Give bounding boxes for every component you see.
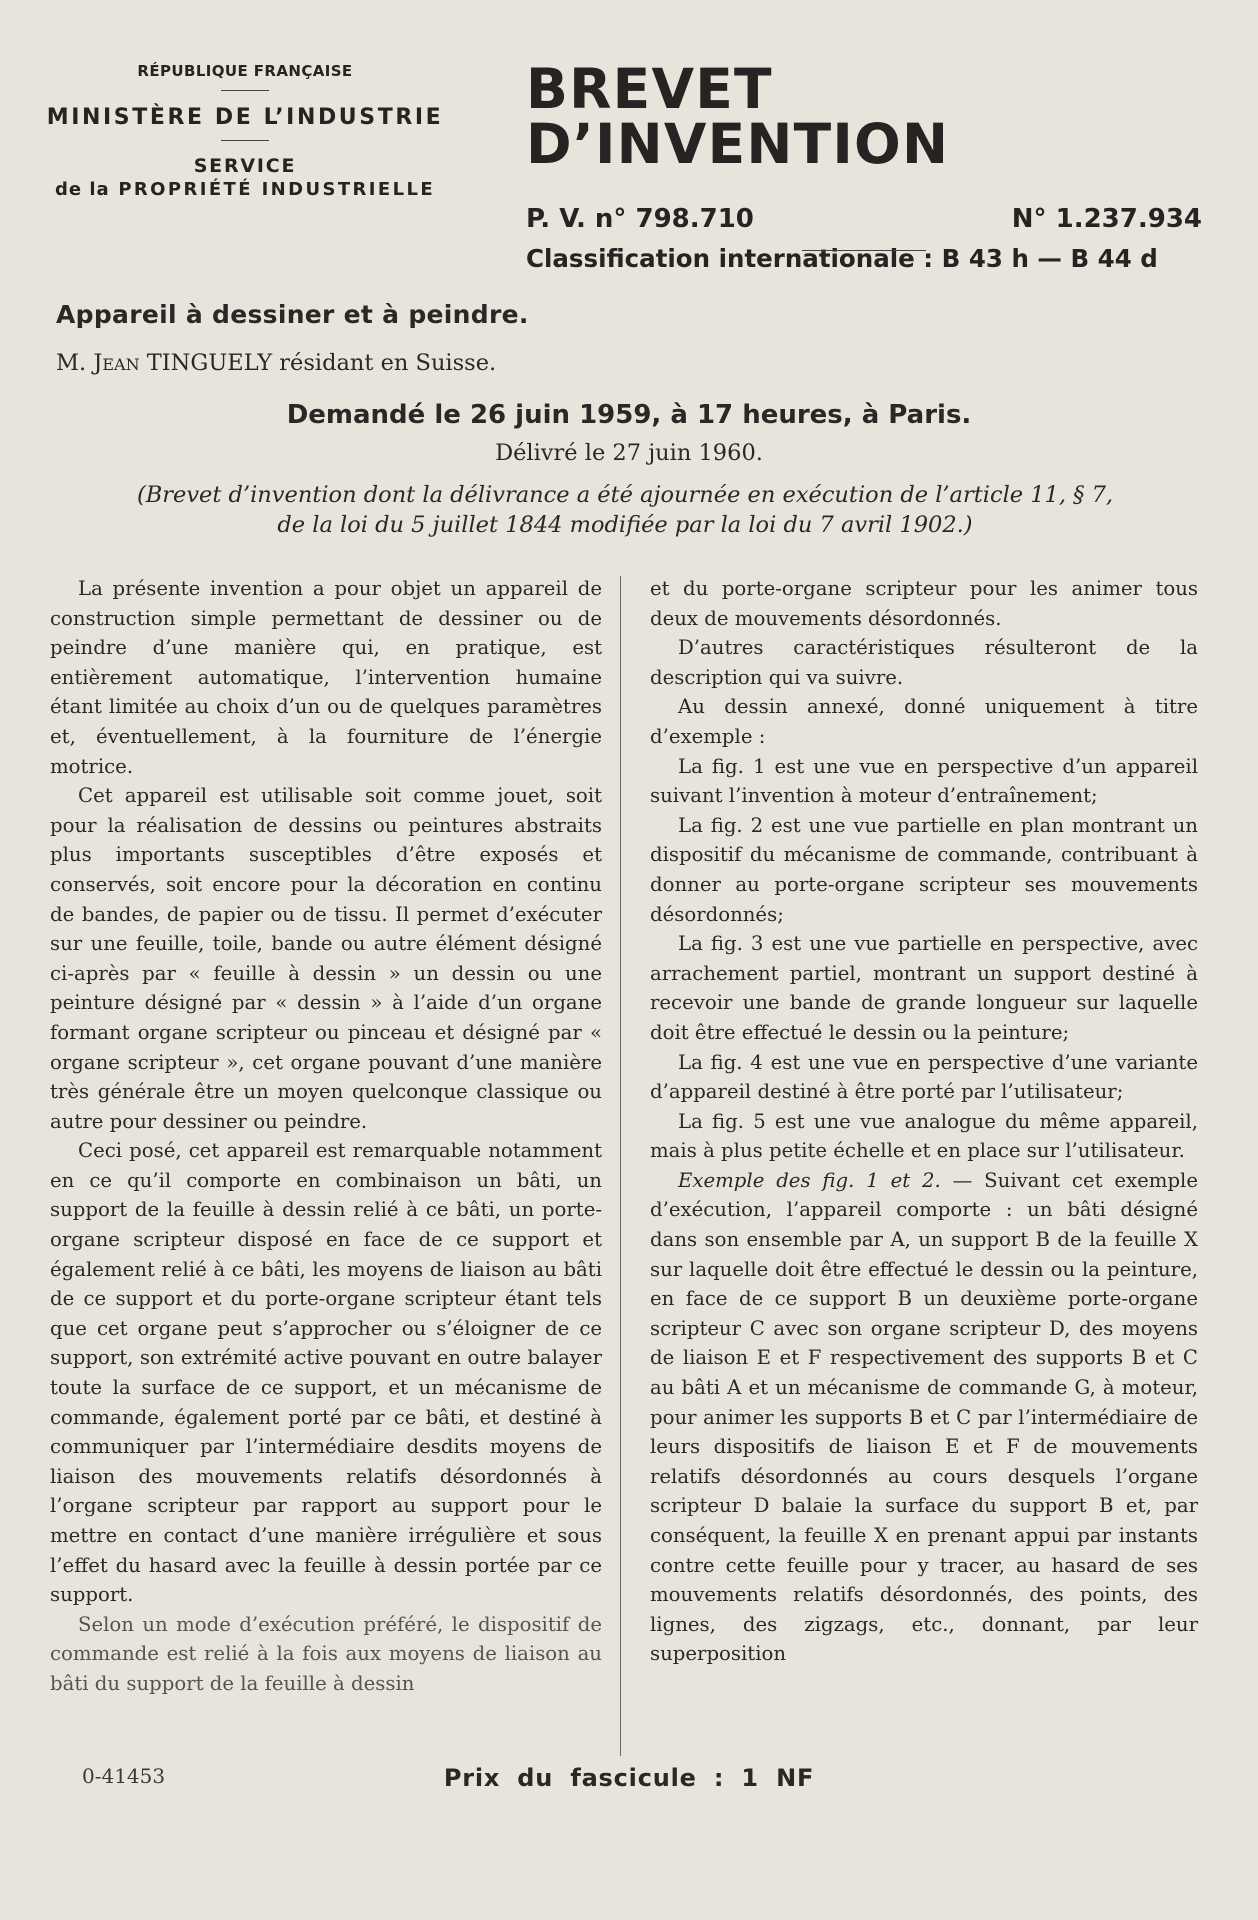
left-column	[50, 574, 602, 1699]
applicant-last-name: TINGUELY	[146, 350, 273, 376]
republique-label: RÉPUBLIQUE FRANÇAISE	[137, 62, 353, 80]
propriete-prefix: de la	[54, 179, 110, 200]
paragraph: La fig. 1 est une vue en perspective d’un appareil suivant l’invention à moteur d’entraînement;	[650, 754, 1198, 808]
issuing-authority	[40, 62, 450, 200]
propriete-label	[40, 179, 450, 200]
paragraph: La fig. 3 est une vue partielle en perspective, avec arrachement partiel, montrant un support destiné à recevoir une bande de grande longueur sur laquelle doit être effectué le dessin ou la peinture;	[650, 932, 1198, 1044]
reference-row	[526, 204, 1202, 234]
paragraph: Au dessin annexé, donné uniquement à titre d’exemple :	[650, 695, 1198, 748]
right-column	[650, 574, 1198, 1669]
paragraph: D’autres caractéristiques résulteront de la description qui va suivre.	[650, 636, 1198, 689]
divider	[221, 90, 269, 91]
applicant-prefix: M.	[56, 350, 87, 376]
divider	[221, 140, 269, 141]
paragraph: La fig. 2 est une vue partielle en plan montrant un dispositif du mécanisme de commande, contribuant à donner au porte-organe scripteur ses mouvements désordonnés;	[650, 813, 1198, 926]
example-heading: Exemple des fig. 1 et 2.	[678, 1168, 941, 1192]
patent-header	[526, 57, 1202, 273]
propriete-name: PROPRIÉTÉ INDUSTRIELLE	[118, 179, 436, 200]
example-text: — Suivant cet exemple d’exécution, l’appareil comporte : un bâti désigné dans son ensemble par A, un support B de la feuille X sur laquelle doit être effectué le dessin ou la peinture, en face de ce support B un deuxième porte-organe scripteur C avec son organe scripteur D, des moyens de liaison E et F respectivement des supports B et C au bâti A et un mécanisme de commande G, à moteur, pour animer les supports B et C par l’intermédiaire de leurs dispositifs de liaison E et F de mouvements relatifs désordonnés au cours desquels l’organe scripteur D balaie la surface du support B et, par conséquent, la feuille X en prenant appui par instants contre cette feuille pour y tracer, au hasard de ses mouvements relatifs désordonnés, des points, des lignes, des zigzags, etc., donnant, par leur superposition	[650, 1168, 1198, 1666]
paragraph: et du porte-organe scripteur pour les animer tous deux de mouvements désordonnés.	[650, 577, 1198, 630]
classification: Classification internationale : B 43 h — B 44 d	[526, 244, 1158, 273]
paragraph: Cet appareil est utilisable soit comme jouet, soit pour la réalisation de dessins ou peintures abstraits plus importants susceptibles d’être exposés et conservés, soit encore pour la décoration en continu de bandes, de papier ou de tissu. Il permet d’exécuter sur une feuille, toile, bande ou autre élément désigné ci-après par « feuille à dessin » un dessin ou une peinture désigné par « dessin » à l’aide d’un organe formant organe scripteur ou pinceau et désigné par « organe scripteur », cet organe pouvant d’une manière très générale être un moyen quelconque classique ou autre pour dessiner ou peindre.	[50, 784, 602, 1133]
document-type-heading: BREVET D’INVENTION	[526, 57, 950, 176]
delivery-date: Délivré le 27 juin 1960.	[495, 440, 763, 466]
column-divider	[620, 576, 621, 1756]
adjournment-note	[50, 480, 1200, 540]
filing-date: Demandé le 26 juin 1959, à 17 heures, à Paris.	[286, 400, 972, 430]
paragraph: Selon un mode d’exécution préféré, le dispositif de commande est relié à la fois aux moyens de liaison au bâti du support de la feuille à dessin	[50, 1612, 602, 1695]
applicant-first-name: Jean	[93, 350, 140, 376]
ministere-label: MINISTÈRE DE L’INDUSTRIE	[46, 105, 444, 130]
paragraph: Ceci posé, cet appareil est remarquable notamment en ce qu’il comporte en combinaison un bâti, un support de la feuille à dessin relié à ce bâti, un porte-organe scripteur disposé en face de ce support et également relié à ce bâti, les moyens de liaison au bâti de ce support et du porte-organe scripteur étant tels que cet organe peut s’approcher ou s’éloigner de ce support, son extrémité active pouvant en outre balayer toute la surface de ce support, et un mécanisme de commande, également porté par ce bâti, et destiné à communiquer par l’intermédiaire desdits moyens de liaison des mouvements relatifs désordonnés à l’organe scripteur par rapport au support pour le mettre en contact d’une manière irrégulière et sous l’effet du hasard avec la feuille à dessin portée par ce support.	[50, 1139, 602, 1607]
invention-title: Appareil à dessiner et à peindre.	[56, 300, 529, 329]
applicant	[56, 350, 496, 376]
pv-number: P. V. n° 798.710	[526, 204, 754, 234]
divider	[802, 250, 926, 251]
paragraph: La présente invention a pour objet un appareil de construction simple permettant de dessiner ou de peindre d’une manière qui, en pratique, est entièrement automatique, l’intervention humaine étant limitée au choix d’un ou de quelques paramètres et, éventuellement, à la fourniture de l’énergie motrice.	[50, 577, 602, 778]
adjournment-line-2: de la loi du 5 juillet 1844 modifiée par la loi du 7 avril 1902.)	[277, 512, 973, 538]
price-label: Prix du fascicule : 1 NF	[443, 1764, 815, 1792]
patent-number: N° 1.237.934	[1011, 204, 1202, 234]
paragraph: La fig. 4 est une vue en perspective d’une variante d’appareil destiné à être porté par l’utilisateur;	[650, 1050, 1198, 1104]
paragraph	[650, 1166, 1198, 1669]
document-code: 0-41453	[82, 1764, 166, 1788]
applicant-residence: résidant en Suisse.	[279, 350, 497, 376]
adjournment-line-1: (Brevet d’invention dont la délivrance a été ajournée en exécution de l’article 11, § 7,	[136, 482, 1114, 508]
paragraph: La fig. 5 est une vue analogue du même appareil, mais à plus petite échelle et en place sur l’utilisateur.	[650, 1109, 1198, 1163]
service-label: SERVICE	[193, 155, 297, 177]
